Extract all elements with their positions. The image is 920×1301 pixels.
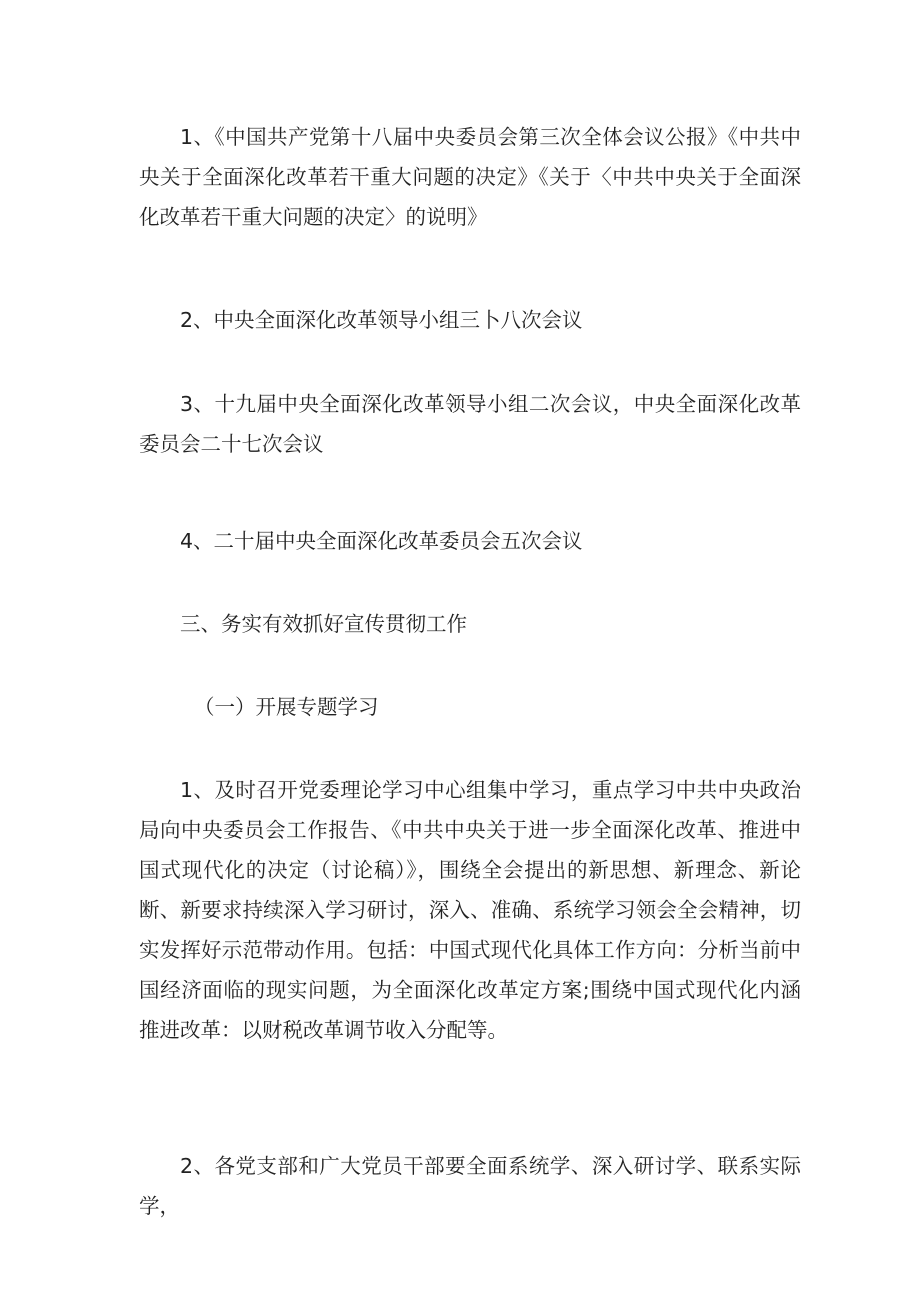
paragraph-study-2: 2、各党支部和广大党员干部要全面系统学、深入研讨学、联系实际学， <box>139 1154 801 1218</box>
paragraph-item-1: 1、《中国共产党第十八届中央委员会第三次全体会议公报》《中共中央关于全面深化改革若干重大问题的决定》《关于〈中共中央关于全面深化改革若干重大问题的决定〉的说明》 <box>139 125 801 229</box>
paragraph-study-1: 1、及时召开党委理论学习中心组集中学习，重点学习中共中央政治局向中央委员会工作报告、《中共中央关于进一步全面深化改革、推进中国式现代化的决定（讨论稿）》，围绕全会提出的新思想、新理念、新论断、新要求持续深入学习研讨，深入、准确、系统学习领会全会精神，切实发挥好示范带动作用。包括：中国式现代化具体工作方向：分析当前中国经济面临的现实问题，为全面深化改革定方案;围绕中国式现代化内涵推进改革：以财税改革调节收入分配等。 <box>139 778 801 1042</box>
paragraph-item-3: 3、十九届中央全面深化改革领导小组二次会议，中央全面深化改革委员会二十七次会议 <box>139 392 801 456</box>
paragraph-item-2: 2、中央全面深化改革领导小组三卜八次会议 <box>180 308 583 332</box>
subsection-heading-1: （一）开展专题学习 <box>194 695 379 719</box>
paragraph-item-4: 4、二十届中央全面深化改革委员会五次会议 <box>180 529 583 553</box>
section-heading-3: 三、务实有效抓好宣传贯彻工作 <box>180 612 467 636</box>
